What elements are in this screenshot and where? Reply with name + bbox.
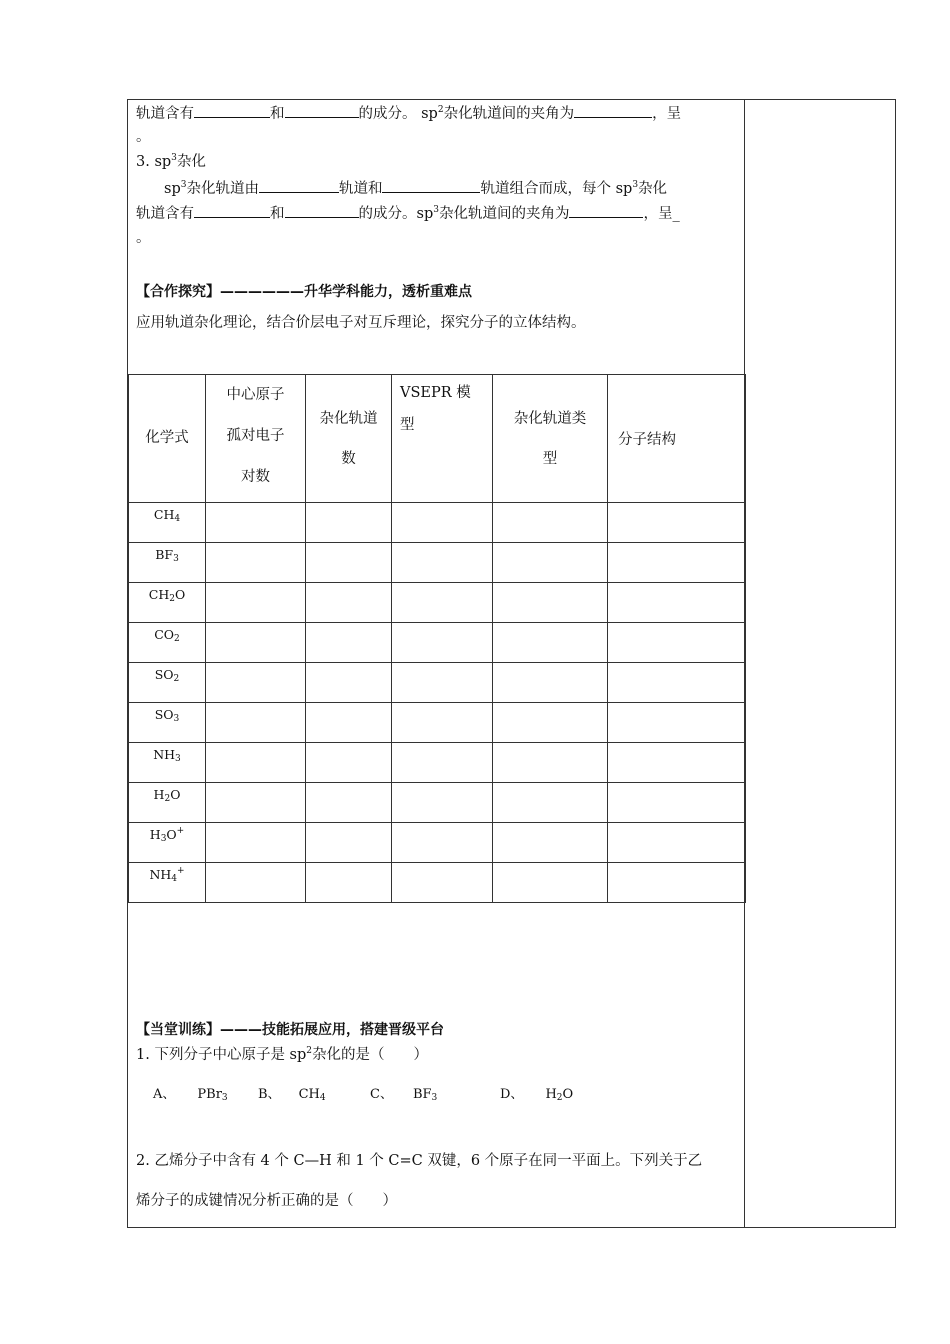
answer-cell[interactable]: [608, 543, 746, 583]
table-row: [129, 663, 746, 703]
answer-blank[interactable]: [285, 102, 359, 118]
formula-subscript: 4: [174, 514, 181, 524]
text: 杂化轨道间的夹角为: [443, 106, 575, 122]
answer-cell[interactable]: [493, 783, 608, 823]
formula-subscript: 2: [174, 634, 180, 644]
formula-cell: [129, 543, 206, 583]
formula-subscript: 4: [171, 874, 178, 884]
answer-cell[interactable]: [206, 703, 306, 743]
formula-base: SO: [154, 707, 174, 722]
header-label: 数: [341, 450, 356, 467]
answer-cell[interactable]: [392, 823, 493, 863]
sp3-heading: [136, 152, 206, 172]
header-formula: [129, 375, 206, 503]
formula-tail: O: [174, 587, 186, 602]
sp3-line-end: 。: [136, 230, 151, 246]
q1-option-a[interactable]: [153, 1083, 228, 1102]
answer-cell[interactable]: [306, 583, 392, 623]
formula-subscript: 3: [173, 714, 180, 724]
answer-blank[interactable]: [285, 202, 359, 218]
text: 杂化: [176, 154, 206, 170]
formula-base: H: [149, 827, 161, 842]
formula-base: H: [153, 787, 165, 802]
answer-cell[interactable]: [608, 783, 746, 823]
sp2-line-end: 。: [136, 129, 151, 145]
option-label: C、: [370, 1087, 393, 1102]
superscript: 3: [433, 205, 439, 215]
answer-cell[interactable]: [493, 663, 608, 703]
q1-option-b[interactable]: [258, 1083, 326, 1102]
formula-cell: [129, 663, 206, 703]
formula-charge: +: [176, 826, 185, 836]
answer-cell[interactable]: [493, 743, 608, 783]
answer-cell[interactable]: [608, 623, 746, 663]
answer-cell[interactable]: [306, 503, 392, 543]
text: 杂化轨道由: [186, 181, 259, 197]
answer-cell[interactable]: [306, 543, 392, 583]
formula-tail: O: [166, 827, 177, 842]
sp2-line: [136, 102, 681, 124]
answer-cell[interactable]: [493, 823, 608, 863]
formula-cell: [129, 583, 206, 623]
answer-cell[interactable]: [392, 703, 493, 743]
text: 和: [270, 206, 285, 222]
answer-cell[interactable]: [206, 583, 306, 623]
formula-subscript: 3: [221, 1093, 228, 1103]
answer-cell[interactable]: [206, 543, 306, 583]
question-1-stem: [136, 1045, 428, 1065]
answer-cell[interactable]: [206, 623, 306, 663]
formula-subscript: 3: [160, 834, 167, 844]
answer-cell[interactable]: [608, 823, 746, 863]
formula-tail: O: [170, 787, 181, 802]
table-row: [129, 823, 746, 863]
formula-subscript: 2: [173, 674, 180, 684]
text: sp: [164, 181, 181, 197]
superscript: 3: [171, 153, 177, 163]
formula-cell: [129, 623, 206, 663]
formula-subscript: 2: [164, 794, 171, 804]
answer-cell[interactable]: [493, 623, 608, 663]
answer-cell[interactable]: [306, 743, 392, 783]
formula-cell: [129, 823, 206, 863]
header-label: 对数: [241, 469, 270, 485]
formula-tail: O: [562, 1087, 574, 1102]
formula-subscript: 3: [431, 1093, 438, 1103]
option-formula: BF: [412, 1087, 432, 1102]
answer-cell[interactable]: [306, 823, 392, 863]
answer-cell[interactable]: [608, 743, 746, 783]
answer-blank[interactable]: [382, 177, 480, 193]
formula-charge: +: [177, 866, 185, 876]
option-label: A、: [153, 1087, 176, 1102]
header-structure: [608, 375, 746, 503]
answer-cell[interactable]: [206, 863, 306, 903]
formula-base: NH: [149, 867, 172, 882]
table-row: [129, 783, 746, 823]
question-2-line-1: 2. 乙烯分子中含有 4 个 C—H 和 1 个 C=C 双键，6 个原子在同一平面上。下列关于乙: [136, 1153, 703, 1169]
answer-cell[interactable]: [306, 863, 392, 903]
sp3-line-2: [136, 202, 680, 224]
answer-cell[interactable]: [206, 743, 306, 783]
answer-cell[interactable]: [206, 663, 306, 703]
answer-cell[interactable]: [493, 503, 608, 543]
answer-cell[interactable]: [608, 863, 746, 903]
table-row: [129, 863, 746, 903]
answer-cell[interactable]: [392, 583, 493, 623]
answer-cell[interactable]: [306, 663, 392, 703]
answer-blank[interactable]: [574, 102, 652, 118]
formula-base: CH: [153, 507, 175, 522]
answer-blank[interactable]: [569, 202, 643, 218]
text: 杂化的是（ ）: [312, 1047, 429, 1063]
answer-cell[interactable]: [306, 623, 392, 663]
superscript: 2: [306, 1046, 313, 1056]
formula-base: NH: [153, 747, 176, 762]
header-label: 化学式: [145, 430, 189, 446]
section-description: 应用轨道杂化理论，结合价层电子对互斥理论，探究分子的立体结构。: [136, 315, 586, 331]
text: 的成分。sp: [358, 206, 434, 222]
formula-cell: [129, 703, 206, 743]
table-row: [129, 503, 746, 543]
answer-cell[interactable]: [493, 583, 608, 623]
superscript: 2: [437, 105, 444, 115]
table-row: [129, 703, 746, 743]
header-label: 孤对电子: [226, 428, 285, 444]
formula-cell: [129, 863, 206, 903]
text: 轨道组合而成，每个 sp: [480, 181, 633, 197]
answer-cell[interactable]: [392, 503, 493, 543]
text: 轨道和: [338, 181, 383, 197]
answer-cell[interactable]: [608, 703, 746, 743]
table-row: [129, 743, 746, 783]
formula-subscript: 2: [169, 594, 175, 604]
answer-blank[interactable]: [194, 202, 270, 218]
answer-cell[interactable]: [493, 703, 608, 743]
text: 的成分。 sp: [358, 106, 438, 122]
text: 轨道含有: [136, 206, 194, 222]
text: 杂化轨道间的夹角为: [438, 206, 570, 222]
answer-cell[interactable]: [306, 703, 392, 743]
section-title-practice: 【当堂训练】———技能拓展应用，搭建晋级平台: [136, 1022, 444, 1038]
header-orbital-type: [493, 375, 608, 503]
answer-cell[interactable]: [392, 863, 493, 903]
hybridization-table: [128, 374, 746, 903]
q1-option-c[interactable]: [370, 1083, 437, 1102]
answer-cell[interactable]: [493, 863, 608, 903]
text: ，呈: [652, 106, 682, 122]
option-formula: PBr: [197, 1087, 222, 1102]
answer-cell[interactable]: [608, 663, 746, 703]
answer-cell[interactable]: [392, 623, 493, 663]
header-label: 杂化轨道类: [513, 410, 587, 427]
answer-cell[interactable]: [206, 783, 306, 823]
answer-cell[interactable]: [493, 543, 608, 583]
superscript: 3: [180, 180, 187, 190]
option-label: D、: [500, 1087, 524, 1102]
answer-cell[interactable]: [608, 583, 746, 623]
answer-cell[interactable]: [608, 503, 746, 543]
answer-blank[interactable]: [259, 177, 339, 193]
header-label: 中心原子: [226, 387, 285, 403]
formula-cell: [129, 783, 206, 823]
text: ，呈_: [643, 206, 680, 222]
table-row: [129, 583, 746, 623]
option-formula: H: [545, 1087, 557, 1102]
answer-blank[interactable]: [194, 102, 270, 118]
header-label: VSEPR 模: [400, 385, 471, 401]
answer-cell[interactable]: [306, 783, 392, 823]
header-vsepr: [392, 375, 493, 503]
answer-cell[interactable]: [206, 823, 306, 863]
answer-cell[interactable]: [392, 543, 493, 583]
q1-option-d[interactable]: [500, 1083, 573, 1102]
text: 3. sp: [136, 154, 172, 170]
answer-cell[interactable]: [206, 503, 306, 543]
question-2-line-2: 烯分子的成键情况分析正确的是（ ）: [136, 1193, 397, 1209]
formula-cell: [129, 743, 206, 783]
option-label: B、: [258, 1087, 281, 1102]
header-label: 型: [542, 450, 558, 467]
text: 轨道含有: [136, 106, 194, 122]
formula-cell: [129, 503, 206, 543]
table-header-row: [129, 375, 746, 503]
text: 1. 下列分子中心原子是 sp: [136, 1047, 307, 1063]
superscript: 3: [632, 180, 639, 190]
answer-cell[interactable]: [392, 783, 493, 823]
text: 杂化: [638, 181, 668, 197]
table-row: [129, 543, 746, 583]
sp3-line-1: [164, 177, 667, 199]
formula-base: CH: [148, 587, 170, 602]
formula-subscript: 4: [319, 1093, 326, 1103]
header-label: 杂化轨道: [319, 410, 378, 427]
section-title-cooperative: 【合作探究】——————升华学科能力，透析重难点: [136, 284, 472, 300]
option-formula: CH: [298, 1087, 320, 1102]
formula-subscript: 3: [173, 554, 179, 564]
formula-base: BF: [155, 547, 174, 562]
header-orbital-count: [306, 375, 392, 503]
formula-subscript: 3: [175, 754, 181, 764]
header-label: 型: [400, 417, 415, 433]
formula-base: CO: [154, 627, 175, 642]
formula-base: SO: [154, 667, 174, 682]
text: 和: [270, 106, 285, 122]
formula-subscript: 2: [556, 1093, 563, 1103]
header-lone-pairs: [206, 375, 306, 503]
table-row: [129, 623, 746, 663]
answer-cell[interactable]: [392, 743, 493, 783]
header-label: 分子结构: [618, 432, 676, 448]
answer-cell[interactable]: [392, 663, 493, 703]
